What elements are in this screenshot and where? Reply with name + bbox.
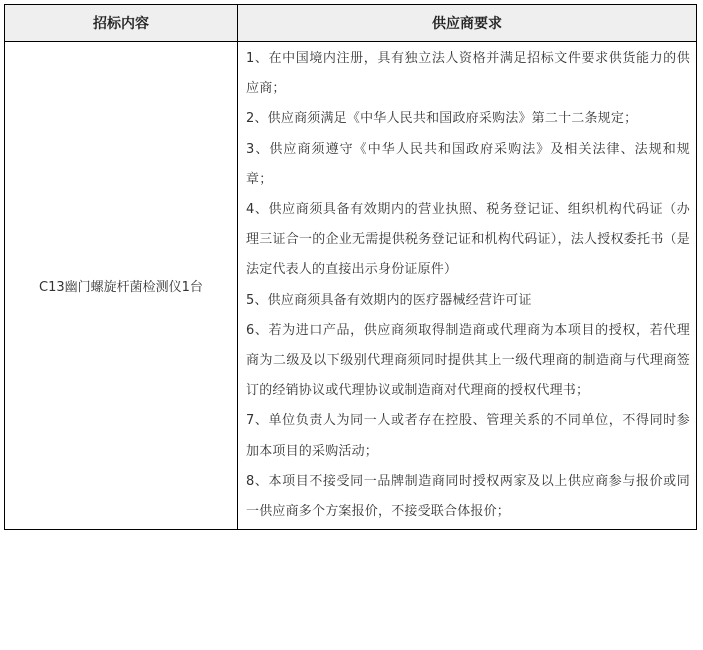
- table-header-row: [5, 5, 697, 42]
- requirement-item-8: 8、本项目不接受同一品牌制造商同时授权两家及以上供应商参与报价或同一供应商多个方案报价，不接受联合体报价；: [246, 473, 690, 520]
- requirement-item-4: 4、供应商须具备有效期内的营业执照、税务登记证、组织机构代码证（办理三证合一的企业无需提供税务登记证和机构代码证），法人授权委托书（是法定代表人的直接出示身份证原件）: [246, 202, 690, 278]
- table-row: [5, 42, 697, 530]
- requirement-item-3: 3、供应商须遵守《中华人民共和国政府采购法》及相关法律、法规和规章；: [246, 141, 690, 187]
- requirement-item-5: 5、供应商须具备有效期内的医疗器械经营许可证: [246, 292, 532, 308]
- requirements-cell: [238, 42, 697, 530]
- requirement-item-1: 1、在中国境内注册，具有独立法人资格并满足招标文件要求供货能力的供应商；: [246, 51, 690, 97]
- requirement-item-7: 7、单位负责人为同一人或者存在控股、管理关系的不同单位，不得同时参加本项目的采购活动；: [246, 413, 690, 459]
- header-content: 招标内容: [5, 5, 238, 42]
- requirement-item-2: 2、供应商须满足《中华人民共和国政府采购法》第二十二条规定；: [246, 111, 638, 127]
- header-requirements: 供应商要求: [238, 5, 697, 42]
- requirement-item-6: 6、若为进口产品，供应商须取得制造商或代理商为本项目的授权，若代理商为二级及以下级别代理商须同时提供其上一级代理商的制造商与代理商签订的经销协议或代理协议或制造商对代理商的授权代理书；: [246, 322, 690, 399]
- requirements-table: [4, 4, 697, 530]
- item-cell: C13幽门螺旋杆菌检测仪1台: [5, 42, 238, 530]
